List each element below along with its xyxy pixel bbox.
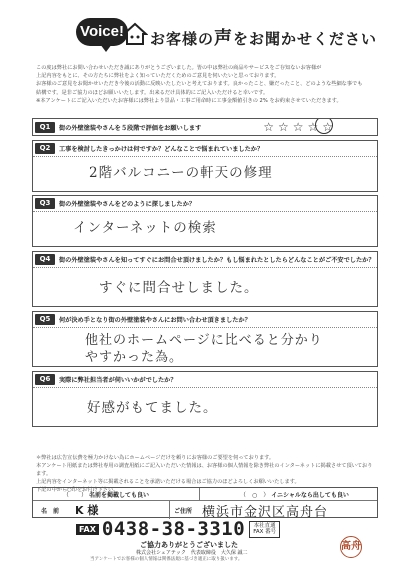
name-label: 名 前 <box>41 507 60 515</box>
answer-text: 2階バルコニーの軒天の修理 <box>89 165 273 181</box>
fax-direct-box: 本社直通 FAX 番号 <box>249 521 280 538</box>
fax-block <box>76 519 280 539</box>
intro-text: この度は弊社にお問い合わせいただき誠にありがとうございました。皆の中は弊社の商品やサービスをご存知ないお客様が 上記内容をもとに、その方たちに弊社をよく知っていただくためのご意見を伺いたいと思っております。 お客様のご意見をお聞かせいただき今後の活動に反映いたしたいと考えております。良かったこと、嫌だったこと、どのような些細な事でも 結構です。是非ご協力のほどお願いいたします。出来るだけ具体的にご記入いただけると幸いです。 ※本アンケートにご記入いただいたお客様には弊社より景品・工事ご用命時に工事金額値引きの 2% をお約束させていただきます。 <box>36 64 376 105</box>
question-text: 何が決め手となり街の外壁塗装やさんにお問い合わせ頂きましたか？ <box>59 317 251 324</box>
address-value: 横浜市金沢区高舟台 <box>202 504 329 520</box>
question-box-q4 <box>32 251 378 307</box>
initial-consent-caption: イニシャルなら出しても良い <box>271 491 349 499</box>
fax-number: 0438-38-3310 <box>101 518 246 540</box>
question-box-q6 <box>32 371 378 427</box>
seal-stamp: 高舟 <box>340 536 362 558</box>
rating-stars: ☆☆☆☆☆ <box>263 120 337 134</box>
name-consent-mark: （ ） <box>63 491 88 499</box>
speech-bubble-tail <box>100 44 112 52</box>
question-number: Q5 <box>35 314 55 325</box>
question-text: 街の外壁塗装やさんを５段階で評価をお願いします <box>59 124 202 132</box>
question-number: Q3 <box>35 198 55 209</box>
thanks-text: ご協力ありがとうございました <box>140 541 238 549</box>
question-number: Q2 <box>35 143 55 154</box>
name-value: K 様 <box>75 504 99 517</box>
question-box-q5 <box>32 311 378 367</box>
answer-text: インターネットの検索 <box>73 220 217 236</box>
intro-note: ※本アンケートにご記入いただいたお客様には弊社より景品・工事ご用命時に工事金額値引きの 2% をお約束させていただきます。 <box>36 97 342 104</box>
footnotes: ＊弊社は広告宣伝費を極力かけない為にホームページだけを頼りにお客様のご要望を伺っております。 本アンケート用紙または弊社専用の調査用紙にご記入いただいた情報は、お客様の個人情報を除き弊社のインターネットに掲載させて頂いております。 上記内容をインターネット等に掲載されることを承諾いただける場合はご協力のほどよろしくお願いいたします。 下記の中から○印をお付け下さい。 <box>36 455 373 493</box>
answer-text-line2: やすかった為。 <box>85 350 184 365</box>
question-text: 街の外壁塗装やさんを知ってすぐにお問合せ頂けましたか？もし悩まれたとしたらどんなことがご不安でしたか？ <box>59 257 375 264</box>
answer-text: 好感がもてました。 <box>87 400 218 416</box>
fax-label: FAX <box>76 524 99 535</box>
house-icon <box>122 22 148 46</box>
answer-text-line1: 他社のホームページに比べると分かり <box>85 333 323 348</box>
question-number: Q1 <box>35 122 55 133</box>
question-box-q3 <box>32 195 378 247</box>
question-text: 実際に弊社担当者が伺いいかがでしたか？ <box>59 377 177 384</box>
answer-text: すぐに問合せしました。 <box>99 280 259 296</box>
question-box-q2 <box>32 140 378 192</box>
name-consent-caption: 名前を掲載しても良い <box>89 491 150 499</box>
company-name: 株式会社シェアテック 代表取締役 大久保 誠二 <box>136 550 248 556</box>
privacy-note: 当アンケートでお客様の個人情報は関係法規に基づき適正に取り扱います。 <box>90 557 243 562</box>
question-text: 工事を検討したきっかけは何ですか？どんなことで悩まれていましたか？ <box>59 146 264 153</box>
question-number: Q6 <box>35 374 55 385</box>
question-text: 街の外壁塗装やさんをどのように探しましたか？ <box>59 201 196 208</box>
question-number: Q4 <box>35 254 55 265</box>
initial-consent-mark: （ ○ ） <box>240 491 270 499</box>
header-title: お客様の声をお聞かせください <box>150 28 378 49</box>
voice-badge: Voice! <box>76 18 128 46</box>
address-label: ご住所 <box>174 507 193 515</box>
question-box-q1 <box>32 118 378 136</box>
name-address-table <box>32 487 378 518</box>
